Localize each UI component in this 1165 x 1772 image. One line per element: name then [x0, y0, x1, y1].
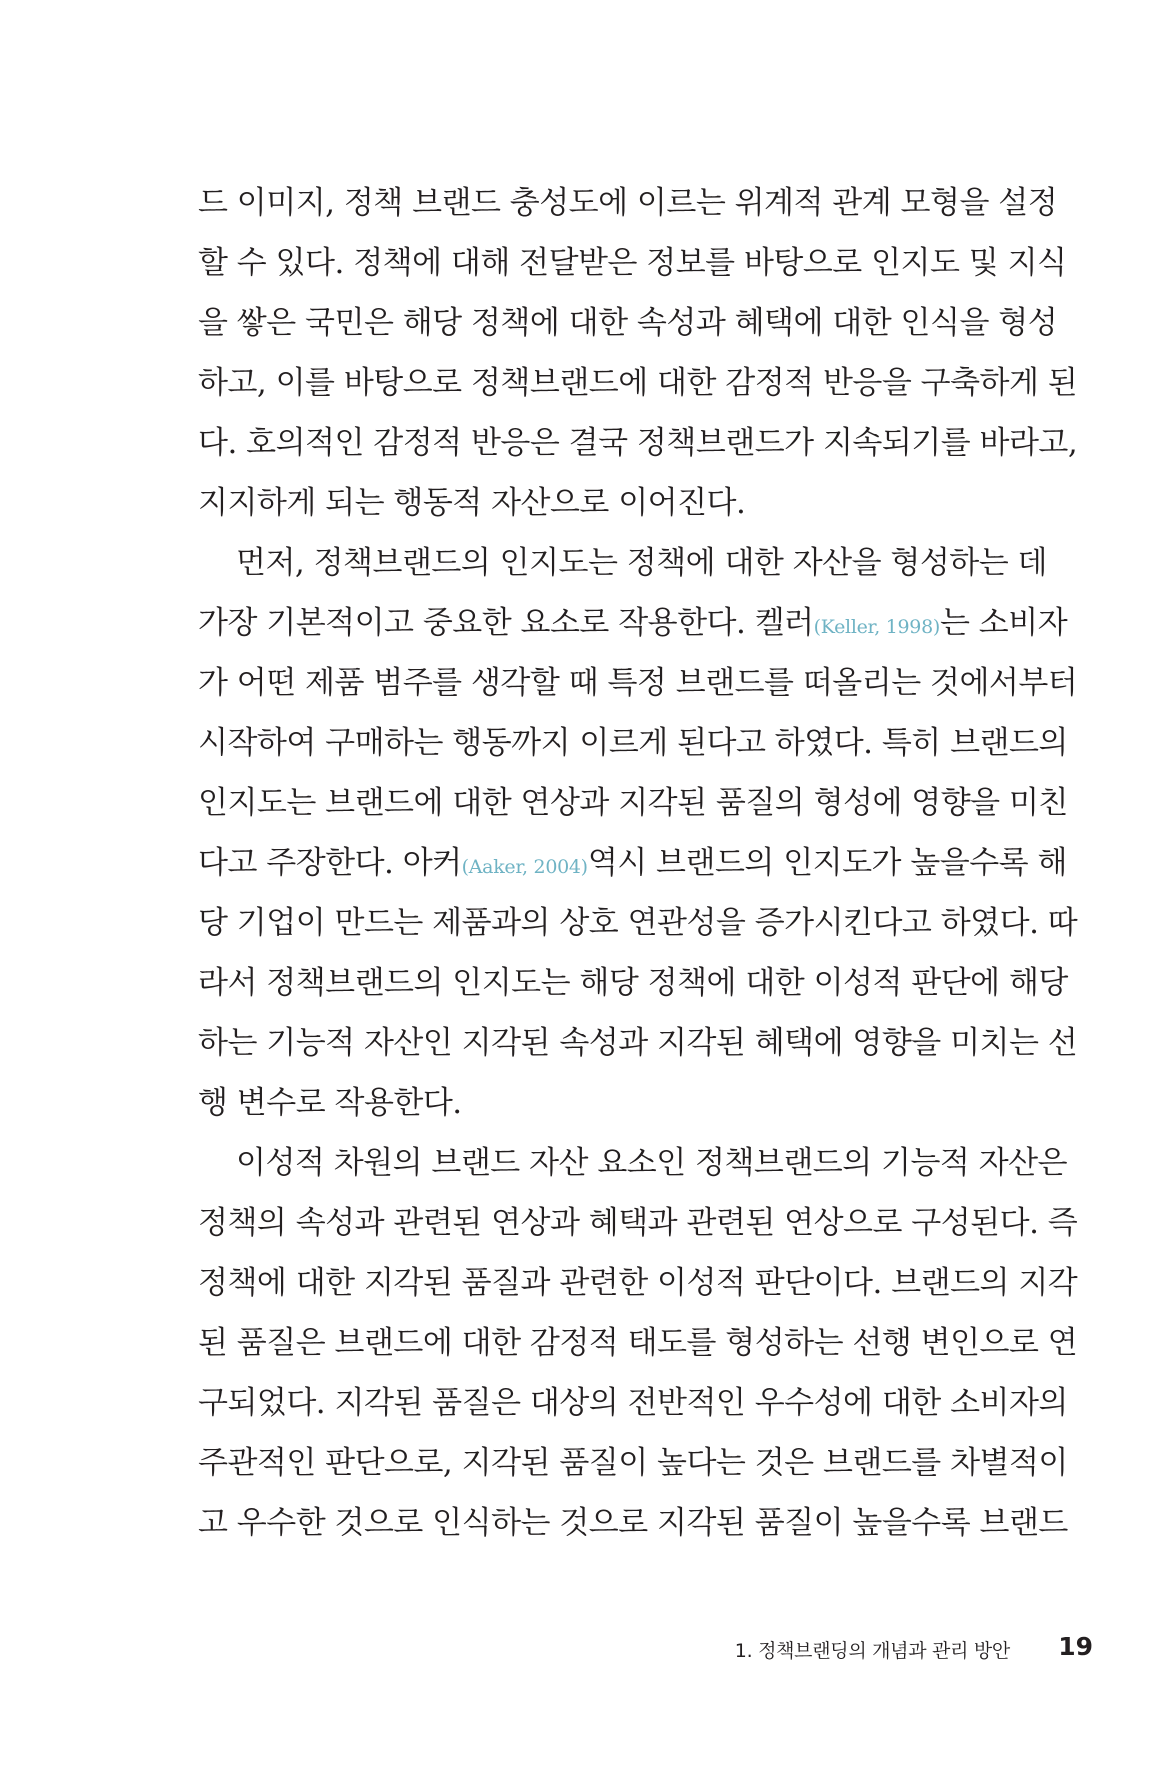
text-line: 시작하여 구매하는 행동까지 이르게 된다고 하였다. 특히 브랜드의 [198, 725, 1068, 761]
text-line: 가 어떤 제품 범주를 생각할 때 특정 브랜드를 떠올리는 것에서부터 [198, 665, 1078, 701]
paragraph-2 [198, 533, 1078, 1133]
citation-keller: (Keller, 1998) [813, 616, 940, 638]
text-line: 주관적인 판단으로, 지각된 품질이 높다는 것은 브랜드를 차별적이 [198, 1445, 1068, 1481]
text-line: 이성적 차원의 브랜드 자산 요소인 정책브랜드의 기능적 자산은 [236, 1145, 1068, 1181]
text-line: 정책의 속성과 관련된 연상과 혜택과 관련된 연상으로 구성된다. 즉 [198, 1205, 1078, 1241]
text-line: 라서 정책브랜드의 인지도는 해당 정책에 대한 이성적 판단에 해당 [198, 965, 1068, 1001]
citation-aaker: (Aaker, 2004) [461, 856, 588, 878]
text-span: 다고 주장한다. 아커 [198, 845, 462, 881]
text-line-with-citation [198, 833, 1067, 893]
text-line: 된 품질은 브랜드에 대한 감정적 태도를 형성하는 선행 변인으로 연 [198, 1325, 1078, 1361]
text-line: 하는 기능적 자산인 지각된 속성과 지각된 혜택에 영향을 미치는 선 [198, 1025, 1078, 1061]
text-line: 먼저, 정책브랜드의 인지도는 정책에 대한 자산을 형성하는 데 [236, 545, 1047, 581]
paragraph-3 [198, 1133, 1078, 1553]
page-body [198, 173, 1078, 1553]
text-line: 정책에 대한 지각된 품질과 관련한 이성적 판단이다. 브랜드의 지각 [198, 1265, 1078, 1301]
text-line: 하고, 이를 바탕으로 정책브랜드에 대한 감정적 반응을 구축하게 된 [198, 365, 1078, 401]
text-line: 인지도는 브랜드에 대한 연상과 지각된 품질의 형성에 영향을 미친 [198, 785, 1068, 821]
page-footer [0, 1632, 1165, 1666]
text-line: 행 변수로 작용한다. [198, 1085, 462, 1121]
text-span: 가장 기본적이고 중요한 요소로 작용한다. 켈러 [198, 605, 814, 641]
paragraph-1 [198, 173, 1078, 533]
text-line: 드 이미지, 정책 브랜드 충성도에 이르는 위계적 관계 모형을 설정 [198, 185, 1058, 221]
text-line: 고 우수한 것으로 인식하는 것으로 지각된 품질이 높을수록 브랜드 [198, 1505, 1068, 1541]
text-line: 구되었다. 지각된 품질은 대상의 전반적인 우수성에 대한 소비자의 [198, 1385, 1068, 1421]
text-line: 당 기업이 만드는 제품과의 상호 연관성을 증가시킨다고 하였다. 따 [198, 905, 1078, 941]
text-line: 을 쌓은 국민은 해당 정책에 대한 속성과 혜택에 대한 인식을 형성 [198, 305, 1058, 341]
text-line-with-citation [198, 593, 1068, 653]
text-line: 할 수 있다. 정책에 대해 전달받은 정보를 바탕으로 인지도 및 지식 [198, 245, 1067, 281]
text-span: 는 소비자 [940, 605, 1068, 641]
text-line: 지지하게 되는 행동적 자산으로 이어진다. [198, 485, 746, 521]
text-span: 역시 브랜드의 인지도가 높을수록 해 [587, 845, 1067, 881]
page-number: 19 [1058, 1632, 1093, 1661]
text-line: 다. 호의적인 감정적 반응은 결국 정책브랜드가 지속되기를 바라고, [198, 425, 1078, 461]
running-head: 1. 정책브랜딩의 개념과 관리 방안 [734, 1640, 1010, 1662]
